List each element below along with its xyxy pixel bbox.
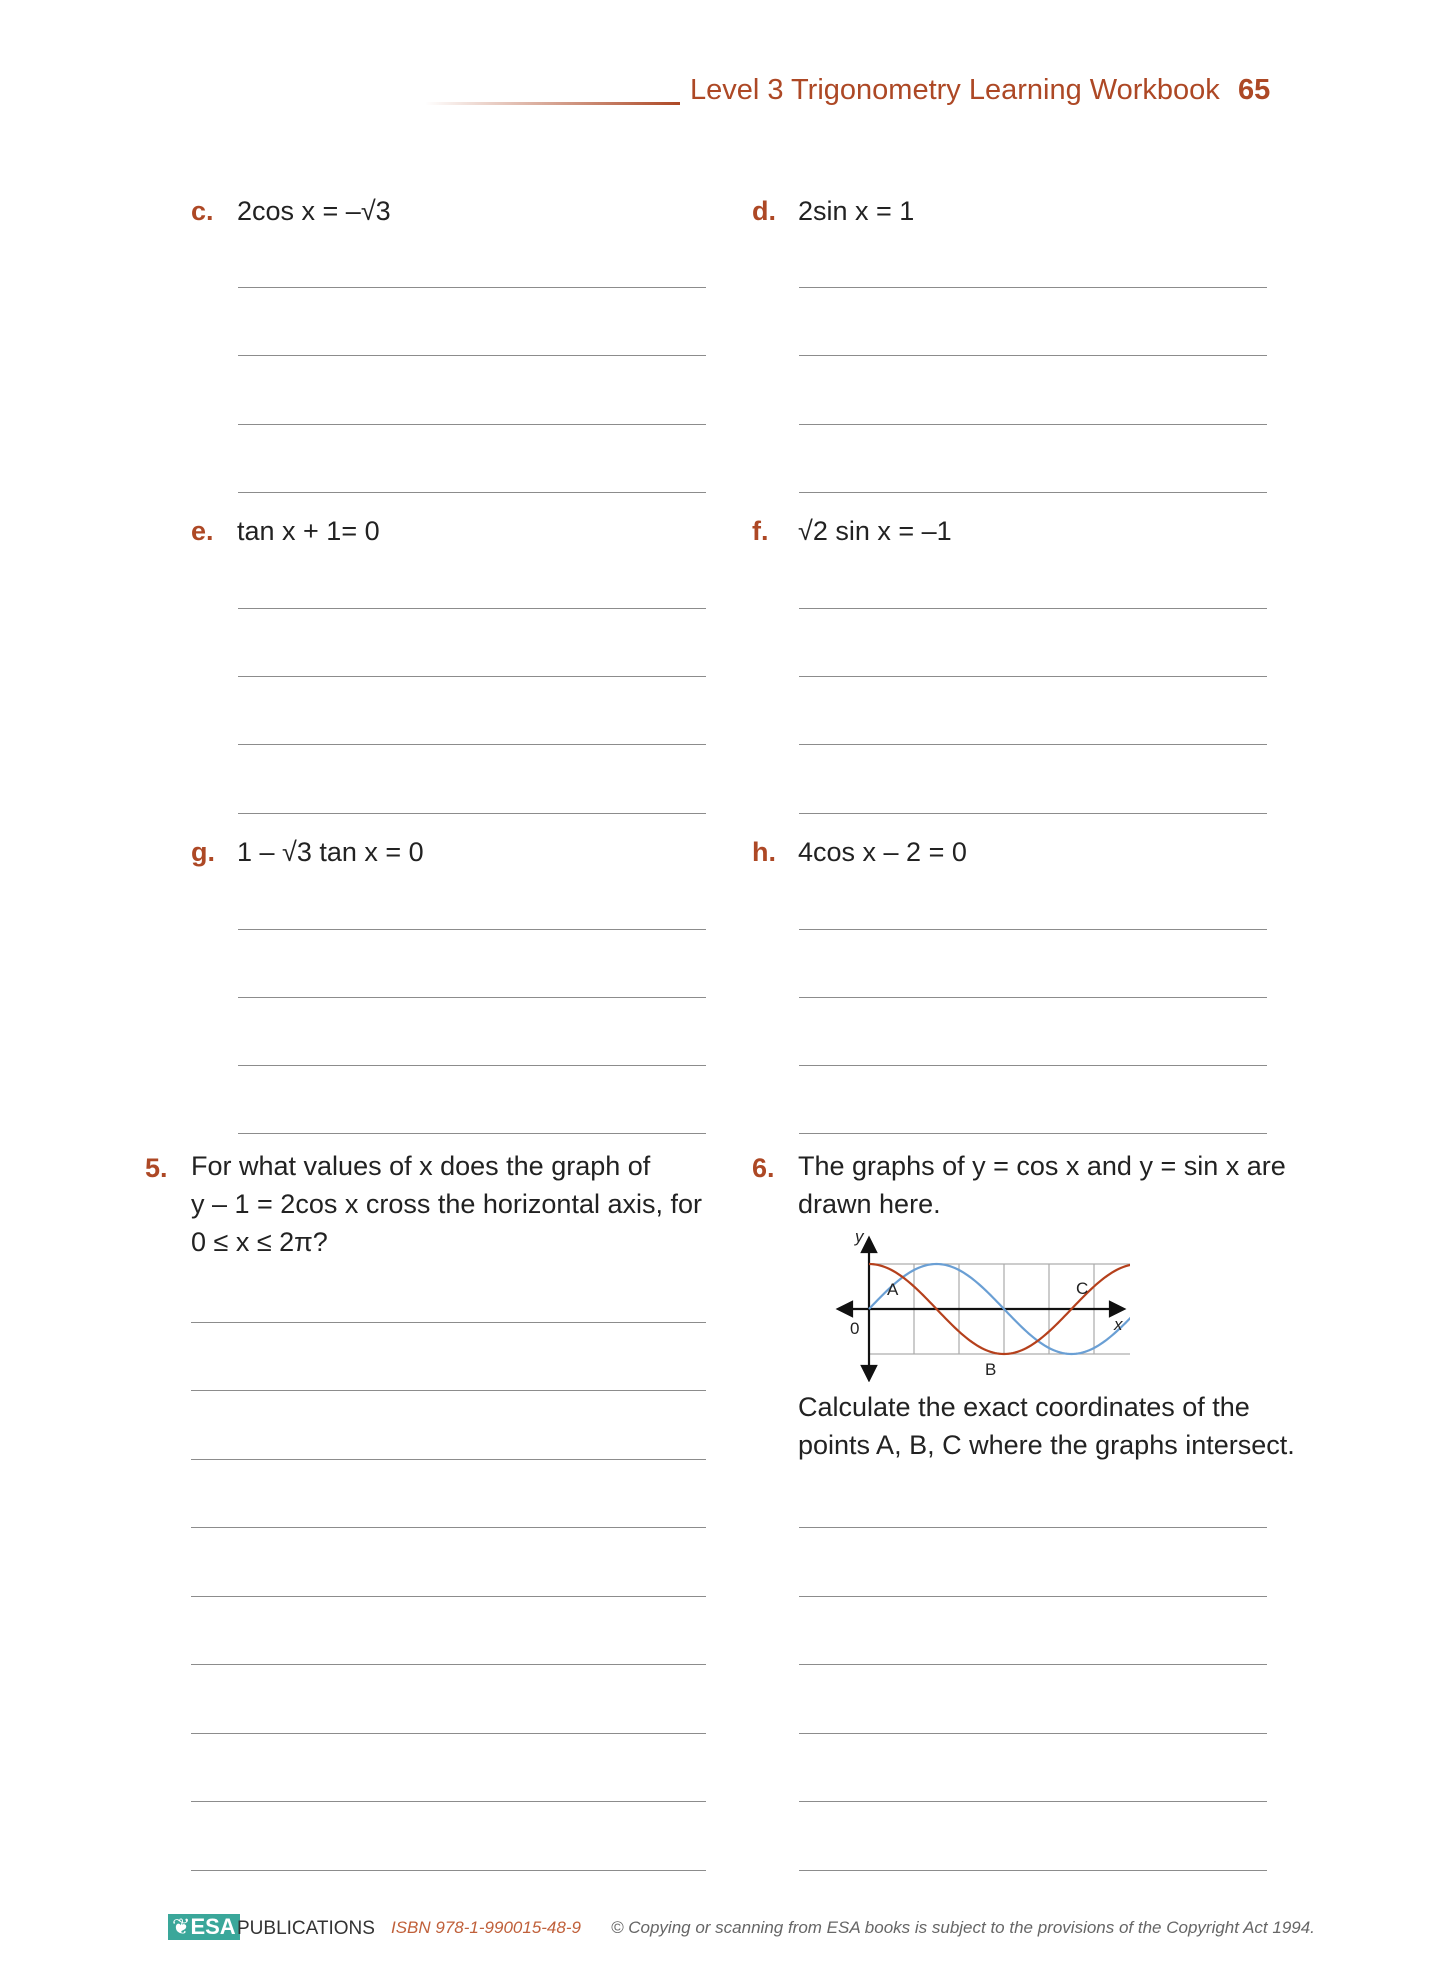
- answer-line-f-4[interactable]: [799, 813, 1267, 814]
- answer-line-d-4[interactable]: [799, 492, 1267, 493]
- esa-logo: ❦ESA: [168, 1914, 240, 1940]
- question-5-line-3: 0 ≤ x ≤ 2π?: [191, 1227, 328, 1257]
- point-a-label: A: [887, 1280, 899, 1299]
- origin-label: 0: [850, 1319, 860, 1338]
- trig-graph: [830, 1222, 1130, 1382]
- answer-line-f-3[interactable]: [799, 744, 1267, 745]
- question-d-label: d.: [752, 196, 776, 226]
- answer-line-g-1[interactable]: [238, 929, 706, 930]
- question-h-label: h.: [752, 837, 776, 867]
- question-c-label: c.: [191, 196, 214, 226]
- question-e-equation: tan x + 1= 0: [237, 516, 380, 546]
- answer-line-f-1[interactable]: [799, 608, 1267, 609]
- answer-line-h-2[interactable]: [799, 997, 1267, 998]
- answer-line-6-2[interactable]: [799, 1596, 1267, 1597]
- answer-line-g-2[interactable]: [238, 997, 706, 998]
- point-b-label: B: [985, 1360, 997, 1379]
- question-6-line-2: drawn here.: [798, 1189, 941, 1219]
- esa-logo-text: ESA: [190, 1914, 236, 1939]
- answer-line-6-6[interactable]: [799, 1870, 1267, 1871]
- question-h-equation: 4cos x – 2 = 0: [798, 837, 967, 867]
- question-g-equation: 1 – √3 tan x = 0: [237, 837, 424, 867]
- answer-line-e-3[interactable]: [238, 744, 706, 745]
- answer-line-6-3[interactable]: [799, 1664, 1267, 1665]
- y-axis-label: y: [855, 1227, 864, 1246]
- x-axis-right-arrow: [1110, 1302, 1124, 1316]
- question-6-line-4: points A, B, C where the graphs intersect.: [798, 1430, 1295, 1460]
- question-f-equation: √2 sin x = –1: [798, 516, 952, 546]
- question-6-intro: [798, 1147, 1318, 1223]
- answer-line-6-4[interactable]: [799, 1733, 1267, 1734]
- question-6-line-1: The graphs of y = cos x and y = sin x are: [798, 1151, 1286, 1181]
- answer-line-5-1[interactable]: [191, 1322, 706, 1323]
- question-f-label: f.: [752, 516, 769, 546]
- question-5-text: [191, 1147, 711, 1261]
- y-axis-down-arrow: [862, 1366, 876, 1380]
- question-g-label: g.: [191, 837, 215, 867]
- question-6-instruction: [798, 1388, 1318, 1464]
- answer-line-c-3[interactable]: [238, 424, 706, 425]
- point-c-label: C: [1076, 1279, 1089, 1298]
- question-6-number: 6.: [752, 1153, 775, 1183]
- question-e-label: e.: [191, 516, 214, 546]
- answer-line-5-9[interactable]: [191, 1870, 706, 1871]
- answer-line-5-2[interactable]: [191, 1390, 706, 1391]
- question-6-line-3: Calculate the exact coordinates of the: [798, 1392, 1250, 1422]
- answer-line-h-4[interactable]: [799, 1133, 1267, 1134]
- x-axis-label: x: [1114, 1315, 1123, 1334]
- answer-line-5-5[interactable]: [191, 1596, 706, 1597]
- question-5-line-1: For what values of x does the graph of: [191, 1151, 651, 1181]
- answer-line-5-4[interactable]: [191, 1527, 706, 1528]
- answer-line-g-4[interactable]: [238, 1133, 706, 1134]
- answer-line-5-3[interactable]: [191, 1459, 706, 1460]
- publisher-name: PUBLICATIONS: [237, 1918, 375, 1939]
- answer-line-6-5[interactable]: [799, 1801, 1267, 1802]
- x-axis-left-arrow: [838, 1302, 852, 1316]
- header-rule: [425, 102, 680, 105]
- answer-line-5-7[interactable]: [191, 1733, 706, 1734]
- y-axis-up-arrow: [862, 1238, 876, 1252]
- question-5-line-2: y – 1 = 2cos x cross the horizontal axis, for: [191, 1189, 702, 1219]
- answer-line-e-1[interactable]: [238, 608, 706, 609]
- answer-line-6-1[interactable]: [799, 1527, 1267, 1528]
- question-5-number: 5.: [145, 1153, 168, 1183]
- answer-line-h-3[interactable]: [799, 1065, 1267, 1066]
- question-d-equation: 2sin x = 1: [798, 196, 915, 226]
- isbn: ISBN 978-1-990015-48-9: [391, 1918, 581, 1937]
- answer-line-g-3[interactable]: [238, 1065, 706, 1066]
- answer-line-d-3[interactable]: [799, 424, 1267, 425]
- book-title: Level 3 Trigonometry Learning Workbook: [690, 74, 1220, 106]
- answer-line-c-1[interactable]: [238, 287, 706, 288]
- answer-line-h-1[interactable]: [799, 929, 1267, 930]
- answer-line-5-8[interactable]: [191, 1801, 706, 1802]
- answer-line-c-4[interactable]: [238, 492, 706, 493]
- copyright-notice: © Copying or scanning from ESA books is subject to the provisions of the Copyright Act 1994.: [611, 1918, 1315, 1937]
- answer-line-f-2[interactable]: [799, 676, 1267, 677]
- answer-line-c-2[interactable]: [238, 355, 706, 356]
- answer-line-d-2[interactable]: [799, 355, 1267, 356]
- answer-line-e-4[interactable]: [238, 813, 706, 814]
- question-c-equation: 2cos x = –√3: [237, 196, 391, 226]
- answer-line-5-6[interactable]: [191, 1664, 706, 1665]
- answer-line-e-2[interactable]: [238, 676, 706, 677]
- answer-line-d-1[interactable]: [799, 287, 1267, 288]
- page-number: 65: [1238, 74, 1271, 106]
